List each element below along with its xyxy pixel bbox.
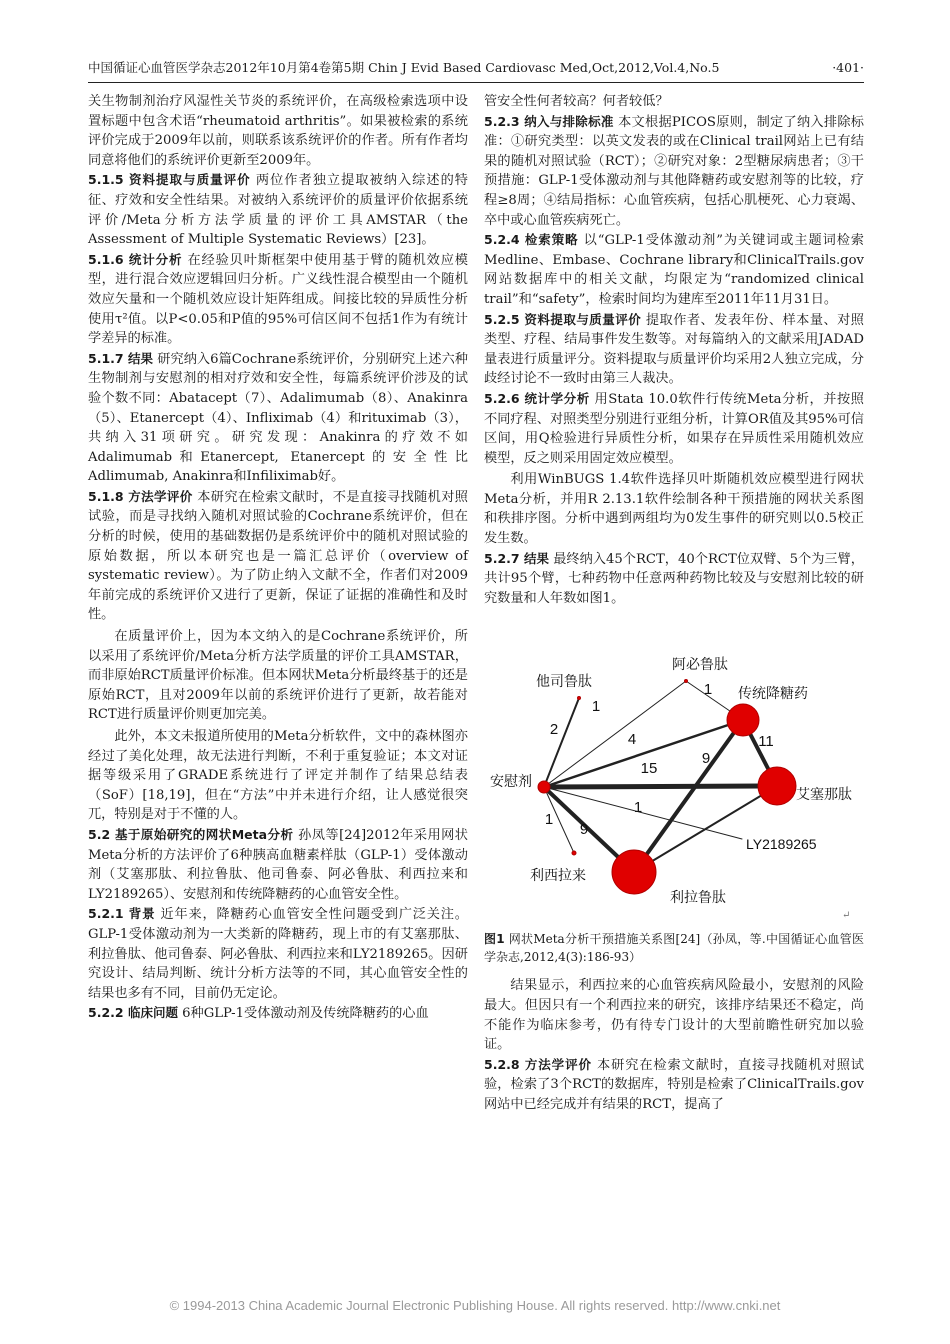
paragraph-text: 本文根据PICOS原则，制定了纳入排除标准：①研究类型：以英文发表的或在Clinical trail网站上已有结果的随机对照试验（RCT）；②研究对象：2型糖尿病患者；③干预措施：GLP-1受体激动剂与其他降糖药或安慰剂等的比较，疗程≥8周；④结局指标：心血管疾病，包括心肌梗死、心力衰竭、卒中或心血管疾病死亡。 [484, 114, 864, 228]
paragraph-text: 提取作者、发表年份、样本量、对照类型、疗程、结局事件发生数等。对每篇纳入的文献采用JADAD量表进行质量评分。资料提取与质量评价均采用2人独立完成，分歧经讨论不一致时由第三人裁决。 [484, 312, 864, 387]
edge-label-7: 1 [633, 799, 643, 817]
section-heading: 5.2.2 临床问题 [88, 1005, 178, 1021]
running-header [88, 60, 864, 76]
section-heading: 5.2.4 检索策略 [484, 232, 579, 248]
section-paragraph [484, 112, 864, 231]
right-column-top [484, 92, 864, 608]
body-paragraph [88, 627, 468, 725]
return-mark: ↵ [842, 910, 851, 922]
caption-label: 图1 [484, 932, 505, 947]
section-paragraph [88, 1003, 468, 1024]
node-label-placebo: 安慰剂 [490, 774, 532, 791]
edge-label-9: 9 [579, 821, 589, 839]
body-paragraph [484, 92, 864, 112]
edge-placebo-exenatide [544, 786, 777, 787]
edge-label-0: 2 [549, 721, 559, 739]
section-paragraph [88, 170, 468, 249]
paragraph-text: 研究纳入6篇Cochrane系统评价，分别研究上述六种生物制剂与安慰剂的相对疗效和安全性，每篇系统评价涉及的试验个数不同：Abatacept（7）、Adalimumab（8）、Anakinra（5）、Etanercept（4）、Infliximab（4）和rituximab（3），共纳入31项研究。研究发现：Anakinra的疗效不如Adalimumab和Etanercept, Etanercept的安全性比Adlimumab, Anakinra和Infiliximab好。 [88, 351, 468, 485]
body-paragraph [484, 470, 864, 548]
copyright-footer: © 1994-2013 China Academic Journal Electronic Publishing House. All rights reserved. http://www.cnki.net [169, 1298, 781, 1313]
journal-line: 中国循证心血管医学杂志2012年10月第4卷第5期 Chin J Evid Based Cardiovasc Med,Oct,2012,Vol.4,No.5 [88, 60, 720, 75]
section-heading: 5.2.1 背景 [88, 906, 156, 922]
node-lixisenatide [572, 851, 576, 855]
section-heading: 5.2.6 统计学分析 [484, 390, 590, 406]
right-column [484, 92, 864, 1115]
node-label-conventional: 传统降糖药 [738, 686, 808, 703]
section-paragraph [484, 549, 864, 609]
section-heading: 5.2.8 方法学评价 [484, 1056, 592, 1072]
paragraph-text: 用Stata 10.0软件行传统Meta分析，并按照不同疗程、对照类型分别进行亚组分析，计算OR值及其95%可信区间，用Q检验进行异质性分析，如果存在异质性采用随机效应模型，反之则采用固定效应模型。 [484, 391, 864, 466]
node-placebo [538, 781, 550, 793]
right-column-bottom [484, 976, 864, 1114]
section-paragraph [484, 1055, 864, 1115]
paragraph-text: 在经验贝叶斯框架中使用基于臂的随机效应模型，进行混合效应逻辑回归分析。广义线性混合模型由一个随机效应矢量和一个随机效应设计矩阵组成。间接比较的异质性分析使用τ²值。以P<0.05和P值的95%可信区间不包括1作为有统计学差异的标准。 [88, 252, 468, 347]
paragraph-text: 以“GLP-1受体激动剂”为关键词或主题词检索Medline、Embase、Cochrane library和ClinicalTrails.gov网站数据库中的相关文献，均限定为“randomized clinical trail”和“safety”，检索时间均为建库至2011年11月31日。 [484, 233, 864, 307]
node-label-taspoglutide: 他司鲁肽 [536, 674, 592, 691]
section-paragraph [484, 389, 864, 468]
edge-label-2: 4 [627, 731, 637, 749]
section-heading: 5.2.7 结果 [484, 550, 549, 566]
paragraph-text: 6种GLP-1受体激动剂及传统降糖药的心血 [182, 1006, 429, 1022]
section-heading: 5.2 基于原始研究的网状Meta分析 [88, 826, 294, 842]
edge-label-5: 11 [758, 733, 774, 751]
edge-conventional-liraglutide [634, 720, 743, 872]
edge-label-1: 1 [591, 698, 601, 716]
body-paragraph [88, 727, 468, 825]
section-paragraph [88, 825, 468, 904]
body-paragraph [88, 92, 468, 170]
network-diagram [484, 636, 864, 926]
section-paragraph [88, 250, 468, 349]
node-label-exenatide: 艾塞那肽 [796, 787, 852, 804]
paragraph-text: 两位作者独立提取被纳入综述的特征、疗效和安全性结果。对被纳入系统评价的质量评价依据系统评价/Meta分析方法学质量的评价工具AMSTAR（the Assessment of Multiple Systematic Reviews）[23]。 [88, 173, 468, 248]
caption-text: 网状Meta分析干预措施关系图[24]（孙凤，等.中国循证心血管医学杂志,2012,4(3):186-93） [484, 932, 864, 965]
edge-label-3: 1 [703, 681, 713, 699]
node-albiglutide [685, 680, 688, 683]
section-paragraph [484, 230, 864, 309]
paragraph-text: 本研究在检索文献时，不是直接寻找随机对照试验，而是寻找纳入随机对照试验的Cochrane系统评价，但在分析的时候，使用的基础数据仍是系统评价中的随机对照试验的原始数据，所以本研究也是一篇汇总评价（overview of systematic review）。为了防止纳入文献不全，作者们对2009年前完成的系统评价又进行了更新，保证了证据的准确性和及时性。 [88, 489, 468, 623]
node-conventional [727, 704, 759, 736]
section-paragraph [484, 310, 864, 389]
body-paragraph [484, 976, 864, 1054]
paragraph-text: 在质量评价上，因为本文纳入的是Cochrane系统评价，所以采用了系统评价/Meta分析方法学质量的评价工具AMSTAR，而非原始RCT质量评价标准。但本网状Meta分析最终基于的还是原始RCT，且对2009年以前的系统评价进行了更新，故若能对RCT进行质量评价则更加完美。 [88, 629, 468, 723]
paragraph-text: 近年来，降糖药心血管安全性问题受到广泛关注。GLP-1受体激动剂为一大类新的降糖药，现上市的有艾塞那肽、利拉鲁肽、他司鲁泰、阿必鲁肽、利西拉来和LY2189265。因研究设计、结局判断、统计分析方法等的不同，其心血管安全性的结果也多有不同，目前仍无定论。 [88, 907, 468, 1001]
node-label-lixisenatide: 利西拉来 [530, 868, 586, 885]
node-label-albiglutide: 阿必鲁肽 [672, 657, 728, 674]
section-paragraph [88, 487, 468, 625]
section-heading: 5.1.5 资料提取与质量评价 [88, 172, 251, 188]
section-heading: 5.1.7 结果 [88, 350, 154, 366]
paragraph-text: 利用WinBUGS 1.4软件选择贝叶斯随机效应模型进行网状Meta分析，并用R 2.13.1软件绘制各种干预措施的网状关系图和秩排序图。分析中遇到两组均为0发生事件的研究则以0.5校正发生数。 [484, 472, 864, 547]
section-heading: 5.2.3 纳入与排除标准 [484, 113, 614, 129]
edge-label-4: 9 [701, 750, 711, 768]
figure-caption [484, 930, 864, 966]
section-heading: 5.1.6 统计分析 [88, 251, 183, 267]
paragraph-text: 最终纳入45个RCT，40个RCT位双臂、5个为三臂，共计95个臂，七种药物中任意两种药物比较及与安慰剂比较的研究数量和人年数如图1。 [484, 551, 864, 606]
paragraph-text: 孙凤等[24]2012年采用网状Meta分析的方法评价了6种胰高血糖素样肽（GLP-1）受体激动剂（艾塞那肽、利拉鲁肽、他司鲁泰、阿必鲁肽、利西拉来和LY2189265）、安慰剂和传统降糖药的心血管安全性。 [88, 827, 468, 902]
edge-label-6: 15 [640, 760, 658, 778]
paragraph-text: 此外，本文未报道所使用的Meta分析软件，文中的森林图亦经过了美化处理，故无法进行判断，不利于重复验证；本文对证据等级采用了GRADE系统进行了评定并制作了结果总结表（SoF）[18,19]，但在“方法”中并未进行介绍，让人感觉很突兀，特别是对于不懂的人。 [88, 729, 468, 823]
left-column [88, 92, 468, 1024]
section-paragraph [88, 349, 468, 487]
node-taspoglutide [578, 697, 581, 700]
node-label-ly: LY2189265 [746, 836, 817, 853]
paragraph-text: 结果显示，利西拉来的心血管疾病风险最小，安慰剂的风险最大。但因只有一个利西拉来的研究，该排序结果还不稳定，尚不能作为临床参考，仍有待专门设计的大型前瞻性研究加以验证。 [484, 978, 864, 1053]
paragraph-text: 管安全性何者较高？何者较低？ [484, 94, 669, 109]
edge-label-8: 1 [544, 811, 554, 829]
node-exenatide [758, 767, 796, 805]
section-heading: 5.1.8 方法学评价 [88, 488, 193, 504]
edge-exenatide-liraglutide [634, 786, 777, 872]
section-paragraph [88, 904, 468, 1003]
node-label-liraglutide: 利拉鲁肽 [670, 890, 726, 907]
paragraph-text: 本研究在检索文献时，直接寻找随机对照试验，检索了3个RCT的数据库，特别是检索了ClinicalTrails.gov网站中已经完成并有结果的RCT，提高了 [484, 1057, 864, 1112]
header-rule [88, 82, 864, 83]
page-number: ·401· [832, 60, 864, 75]
node-liraglutide [612, 850, 656, 894]
network-figure [484, 636, 864, 926]
paragraph-text: 关生物制剂治疗风湿性关节炎的系统评价，在高级检索选项中设置标题中包含术语“rheumatoid arthritis”。如果被检索的系统评价完成于2009年以前，则联系该系统评价的作者。所有作者均同意将他们的系统评价更新至2009年。 [88, 94, 468, 168]
section-heading: 5.2.5 资料提取与质量评价 [484, 311, 642, 327]
